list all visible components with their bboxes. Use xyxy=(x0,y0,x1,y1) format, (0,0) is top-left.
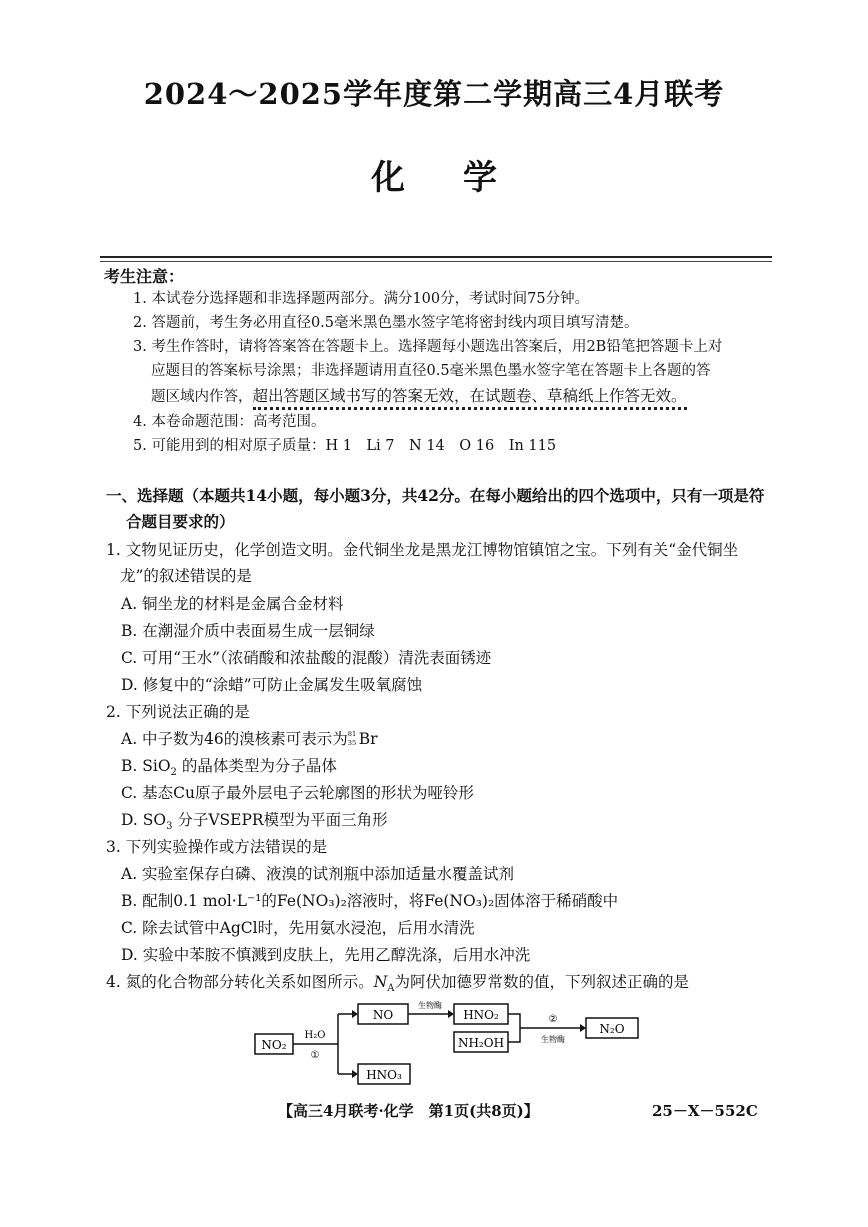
question-2-option-d: D. $SO_3$ 分子VSEPR模型为平面三角形 xyxy=(121,811,388,833)
label-h2o: H₂O xyxy=(304,1030,326,1041)
page-footer: 【高三4月联考·化学 第1页(共8页)】 xyxy=(278,1102,539,1120)
question-1-option-c: C. 可用“王水”（浓硝酸和浓盐酸的混酸）清洗表面锈迹 xyxy=(121,649,492,667)
question-1-stem: 1. 文物见证历史，化学创造文明。金代铜坐龙是黑龙江博物馆镇馆之宝。下列有关“金代铜坐 xyxy=(106,541,739,559)
section-heading-cont: 合题目要求的） xyxy=(126,512,235,531)
notice-item-3-cont: 应题目的答案标号涂黑；非选择题请用直径0.5毫米黑色墨水签字笔在答题卡上各题的答 xyxy=(151,363,711,379)
label-no2: NO₂ xyxy=(261,1038,287,1052)
label-hno2: HNO₂ xyxy=(463,1008,499,1022)
notice-item-3: 3. 考生作答时，请将答案答在答题卡上。选择题每小题选出答案后，用2B铅笔把答题卡上对 xyxy=(133,339,723,355)
label-step1: ① xyxy=(310,1050,320,1061)
section-heading: 一、选择题（本题共14小题，每小题3分，共42分。在每小题给出的四个选项中，只有一项是符 xyxy=(106,486,765,505)
nitrogen-conversion-diagram xyxy=(250,996,650,1086)
label-hno3: HNO₃ xyxy=(366,1068,402,1082)
question-1-stem-cont: 龙”的叙述错误的是 xyxy=(120,567,252,585)
question-3-option-d: D. 实验中苯胺不慎溅到皮肤上，先用乙醇洗涤，后用水冲洗 xyxy=(121,946,531,964)
notice-item-4: 4. 本卷命题范围：高考范围。 xyxy=(133,414,326,430)
question-1-option-a: A. 铜坐龙的材料是金属合金材料 xyxy=(121,595,344,613)
notice-item-3-emphasis: 超出答题区域书写的答案无效，在试题卷、草稿纸上作答无效。 xyxy=(253,387,687,410)
question-3-option-a: A. 实验室保存白磷、液溴的试剂瓶中添加适量水覆盖试剂 xyxy=(121,865,515,883)
label-bio-2: 生物酶 xyxy=(541,1035,565,1044)
question-1-option-d: D. 修复中的“涂蜡”可防止金属发生吸氧腐蚀 xyxy=(121,676,423,694)
question-4-stem: 4. 氮的化合物部分转化关系如图所示。$N_A$为阿伏加德罗常数的值，下列叙述正确的是 xyxy=(106,973,690,995)
merge-bracket xyxy=(508,1014,520,1042)
question-1-option-b: B. 在潮湿介质中表面易生成一层铜绿 xyxy=(121,622,375,640)
label-nh2oh: NH₂OH xyxy=(457,1036,505,1050)
question-2-stem: 2. 下列说法正确的是 xyxy=(106,703,250,721)
notice-item-3-plain: 题区域内作答， xyxy=(151,389,253,405)
notice-item-5: 5. 可能用到的相对原子质量：H 1 Li 7 N 14 O 16 In 115 xyxy=(133,438,557,454)
question-3-option-c: C. 除去试管中AgCl时，先用氨水浸泡，后用水清洗 xyxy=(121,919,475,937)
question-3-stem: 3. 下列实验操作或方法错误的是 xyxy=(106,838,328,856)
label-n2o: N₂O xyxy=(599,1022,625,1036)
exam-title: 2024～2025学年度第二学期高三4月联考 xyxy=(143,77,725,111)
question-2-option-b: B. SiO$_2$ 的晶体类型为分子晶体 xyxy=(121,757,337,779)
divider-thick xyxy=(100,256,772,258)
subject-title: 化学 xyxy=(371,158,555,198)
label-no: NO xyxy=(372,1008,394,1022)
notice-item-1: 1. 本试卷分选择题和非选择题两部分。满分100分，考试时间75分钟。 xyxy=(133,291,590,307)
question-2-option-c: C. 基态Cu原子最外层电子云轮廓图的形状为哑铃形 xyxy=(121,784,475,802)
question-3-option-b: B. 配制0.1 mol·L⁻¹的Fe(NO₃)₂溶液时，将Fe(NO₃)₂固体溶于稀硝酸中 xyxy=(121,892,619,910)
label-step2: ② xyxy=(548,1014,558,1025)
question-2-option-a: A. 中子数为46的溴核素可表示为 81 35 Br xyxy=(121,730,378,748)
notice-item-3-cont2 xyxy=(151,384,778,409)
notice-heading: 考生注意： xyxy=(104,267,185,286)
label-bio-1: 生物酶 xyxy=(418,1001,442,1010)
notice-item-2: 2. 答题前，考生务必用直径0.5毫米黑色墨水签字笔将密封线内项目填写清楚。 xyxy=(133,315,639,331)
divider-thin xyxy=(100,261,772,262)
exam-code: 25－X－552C xyxy=(652,1102,758,1120)
